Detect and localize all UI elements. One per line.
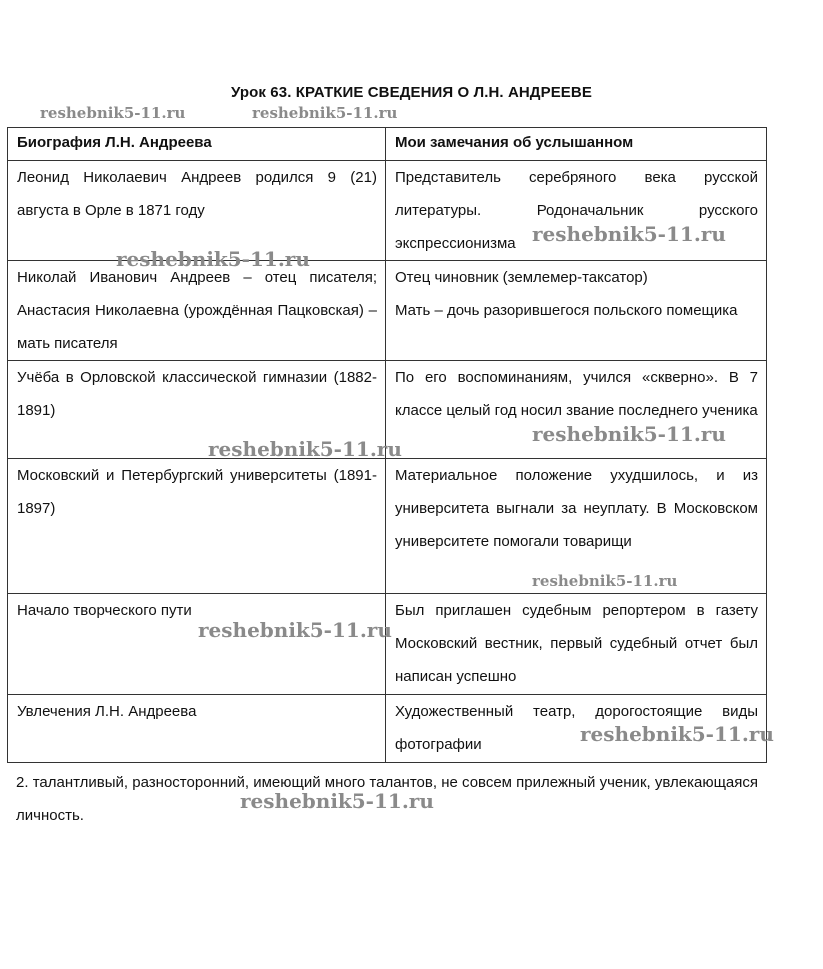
- watermark: reshebnik5-11.ru: [208, 437, 402, 461]
- cell-text: Николай Иванович Андреев – отец писателя; Анастасия Николаевна (урождённая Пацковская) – мать писателя: [17, 269, 377, 352]
- cell-text: Учёба в Орловской классической гимназии (1882-1891): [17, 369, 377, 419]
- cell-biography: [8, 695, 386, 763]
- cell-text: Начало творческого пути: [17, 602, 192, 619]
- table-row: [8, 261, 767, 361]
- watermark: reshebnik5-11.ru: [252, 104, 398, 122]
- watermark: reshebnik5-11.ru: [240, 789, 434, 813]
- header-cell-biography: Биография Л.Н. Андреева: [8, 128, 386, 161]
- cell-text: Художественный театр, дорогостоящие виды фотографии: [395, 703, 758, 753]
- watermark: reshebnik5-11.ru: [532, 572, 678, 590]
- watermark: reshebnik5-11.ru: [198, 618, 392, 642]
- cell-text: Мать – дочь разорившегося польского помещика: [395, 302, 738, 319]
- watermark: reshebnik5-11.ru: [116, 247, 310, 271]
- table-header-row: [8, 128, 767, 161]
- cell-text: Был приглашен судебным репортером в газету Московский вестник, первый судебный отчет был написан успешно: [395, 602, 758, 685]
- watermark: reshebnik5-11.ru: [580, 722, 774, 746]
- watermark: reshebnik5-11.ru: [532, 222, 726, 246]
- cell-text: Отец чиновник (землемер-таксатор): [395, 269, 648, 286]
- cell-text: По его воспоминаниям, учился «скверно». В 7 классе целый год носил звание последнего ученика: [395, 369, 758, 419]
- cell-notes: [386, 594, 767, 695]
- cell-text: Представитель серебряного века русской литературы. Родоначальник русского экспрессионизма: [395, 169, 758, 252]
- cell-biography: [8, 161, 386, 261]
- watermark: reshebnik5-11.ru: [532, 422, 726, 446]
- cell-biography: [8, 261, 386, 361]
- page-title: Урок 63. КРАТКИЕ СВЕДЕНИЯ О Л.Н. АНДРЕЕВЕ: [231, 84, 592, 101]
- header-cell-notes: Мои замечания об услышанном: [386, 128, 767, 161]
- watermark: reshebnik5-11.ru: [40, 104, 186, 122]
- cell-text: Увлечения Л.Н. Андреева: [17, 703, 197, 720]
- cell-text: Материальное положение ухудшилось, и из университета выгнали за неуплату. В Московском университете помогали товарищи: [395, 467, 758, 550]
- cell-notes: [386, 261, 767, 361]
- cell-text: Московский и Петербургский университеты (1891-1897): [17, 467, 377, 517]
- table-row: [8, 594, 767, 695]
- cell-text: Леонид Николаевич Андреев родился 9 (21) августа в Орле в 1871 году: [17, 169, 377, 219]
- cell-biography: [8, 459, 386, 594]
- cell-biography: [8, 594, 386, 695]
- answer-text: 2. талантливый, разносторонний, имеющий много талантов, не совсем прилежный ученик, увлекающаяся личность.: [16, 774, 758, 824]
